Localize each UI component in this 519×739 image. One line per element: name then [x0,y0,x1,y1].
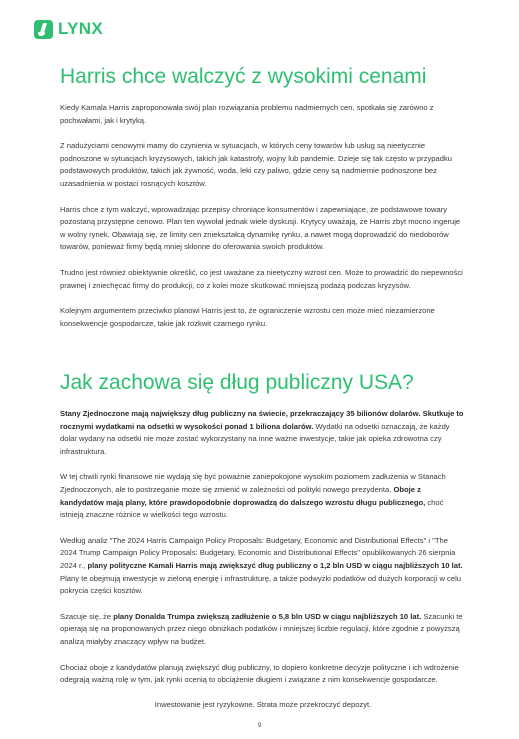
section-heading: Jak zachowa się dług publiczny USA? [60,371,414,394]
brand-name: LYNX [58,19,103,38]
paragraph [60,535,466,598]
text: Plany te obejmują inwestycje w zieloną energię i infrastrukturę, a także podwyżki podatków od dużych korporacji w celu pokrycia części kosztów. [60,573,461,596]
page-number: 9 [257,722,262,729]
section-price-gouging [60,64,466,330]
paragraph: Chociaż oboje z kandydatów planują zwiększyć dług publiczny, to dopiero konkretne decyzje polityczne i ich wdrożenie odegrają ważną rolę w tym, jak rynki ocenią to obciążenie długiem i związane z nim konsekwencje gospodarcze. [60,662,459,685]
paragraph: Harris chce z tym walczyć, wprowadzając przepisy chroniące konsumentów i zapewniające, że podstawowe towary pozostaną przystępne cenowo. Plan ten wywołał jednak wiele dyskusji. Krytycy uważają, że Harris zbyt mocno ingeruje w wolny rynek. Obawiają się, że limity cen zniekształcą dynamikę rynku, a nawet mogą doprowadzić do niedoborów towarów, ponieważ firmy będą mniej skłonne do oferowania swoich produktów. [60,204,461,252]
paragraph: Kiedy Kamala Harris zaproponowała swój plan rozwiązania problemu nadmiernych cen, spotkała się zarówno z pochwałami, jak i krytyką. [60,103,434,125]
risk-disclaimer: Inwestowanie jest ryzykowne. Strata może przekroczyć depozyt. [154,699,372,709]
text: Szacuje się, że [60,611,114,621]
paragraph: Kolejnym argumentem przeciwko planowi Harris jest to, że ograniczenie wzrostu cen może mieć niezamierzone konsekwencje gospodarcze, takie jak rozkwit czarnego rynku. [60,306,435,328]
emphasis: plany Donalda Trumpa zwiększą zadłużenie o 5,8 bln USD w ciągu najbliższych 10 lat. [113,611,422,621]
lynx-logo [34,19,103,39]
text: W tej chwili rynki finansowe nie wydają się być poważnie zaniepokojone wysokim poziomem zadłużenia w Stanach Zjednoczonych, ale to postrzeganie może się zmienić w zależności od polityki nowego prezydenta. [60,472,446,494]
section-heading: Harris chce walczyć z wysokimi cenami [60,65,427,88]
emphasis: plany polityczne Kamali Harris mają zwiększyć dług publiczny o 1,2 bln USD w ciągu najbliższych 10 lat. [87,560,463,570]
text: choć istnieją znaczne różnice w wielkości tego wzrostu. [60,497,444,520]
text: Szacunki te opierają się na proponowanych przez niego obniżkach podatków i mniejszej liczbie regulacji, które zgodnie z powyższą analizą miałyby znaczący wpływ na budżet. [60,611,463,646]
lynx-logo-icon [34,20,53,39]
text: Wydatki na odsetki oznaczają, że każdy dolar wydany na odsetki nie może zostać wykorzystany na inne ważne inwestycje, takie jak opieka zdrowotna czy infrastruktura. [60,421,450,456]
emphasis: Stany Zjednoczone mają największy dług publiczny na świecie, przekraczający 35 bilionów dolarów. Skutkuje to rocznymi wydatkami na odsetki w wysokości ponad 1 biliona dolarów. [60,409,464,431]
emphasis: Oboje z kandydatów mają plany, które prawdopodobnie doprowadzą do dalszego wzrostu długu publicznego, [60,484,426,507]
paragraph: Z nadużyciami cenowymi mamy do czynienia w sytuacjach, w których ceny towarów lub usług są nieetycznie podnoszone w sytuacjach kryzysowych, takich jak katastrofy, wojny lub pandemie. Dzieje się tak często w przypadku podstawowych produktów, takich jak żywność, woda, leki czy paliwo, gdzie ceny są nadmiernie podnoszone bez uzasadnienia w postaci rosnących kosztów. [60,141,452,188]
paragraph [60,408,466,458]
paragraph: Trudno jest również obiektywnie określić, co jest uważane za nieetyczny wzrost cen. Może to prowadzić do niepewności prawnej i zniechęcać firmy do produkcji, co z kolei może skutkować mniejszą podażą podczas kryzysów. [60,267,463,290]
text: Według analiz "The 2024 Harris Campaign Policy Proposals: Budgetary, Economic and Distributional Effects" i "The 2024 Trump Campaign Policy Proposals: Budgetary, Economic and Distributional Effects" opublikowanych 26 sierpnia 2024 r., [60,535,456,570]
paragraph [60,611,466,649]
paragraph [60,471,466,521]
section-public-debt [60,370,466,711]
